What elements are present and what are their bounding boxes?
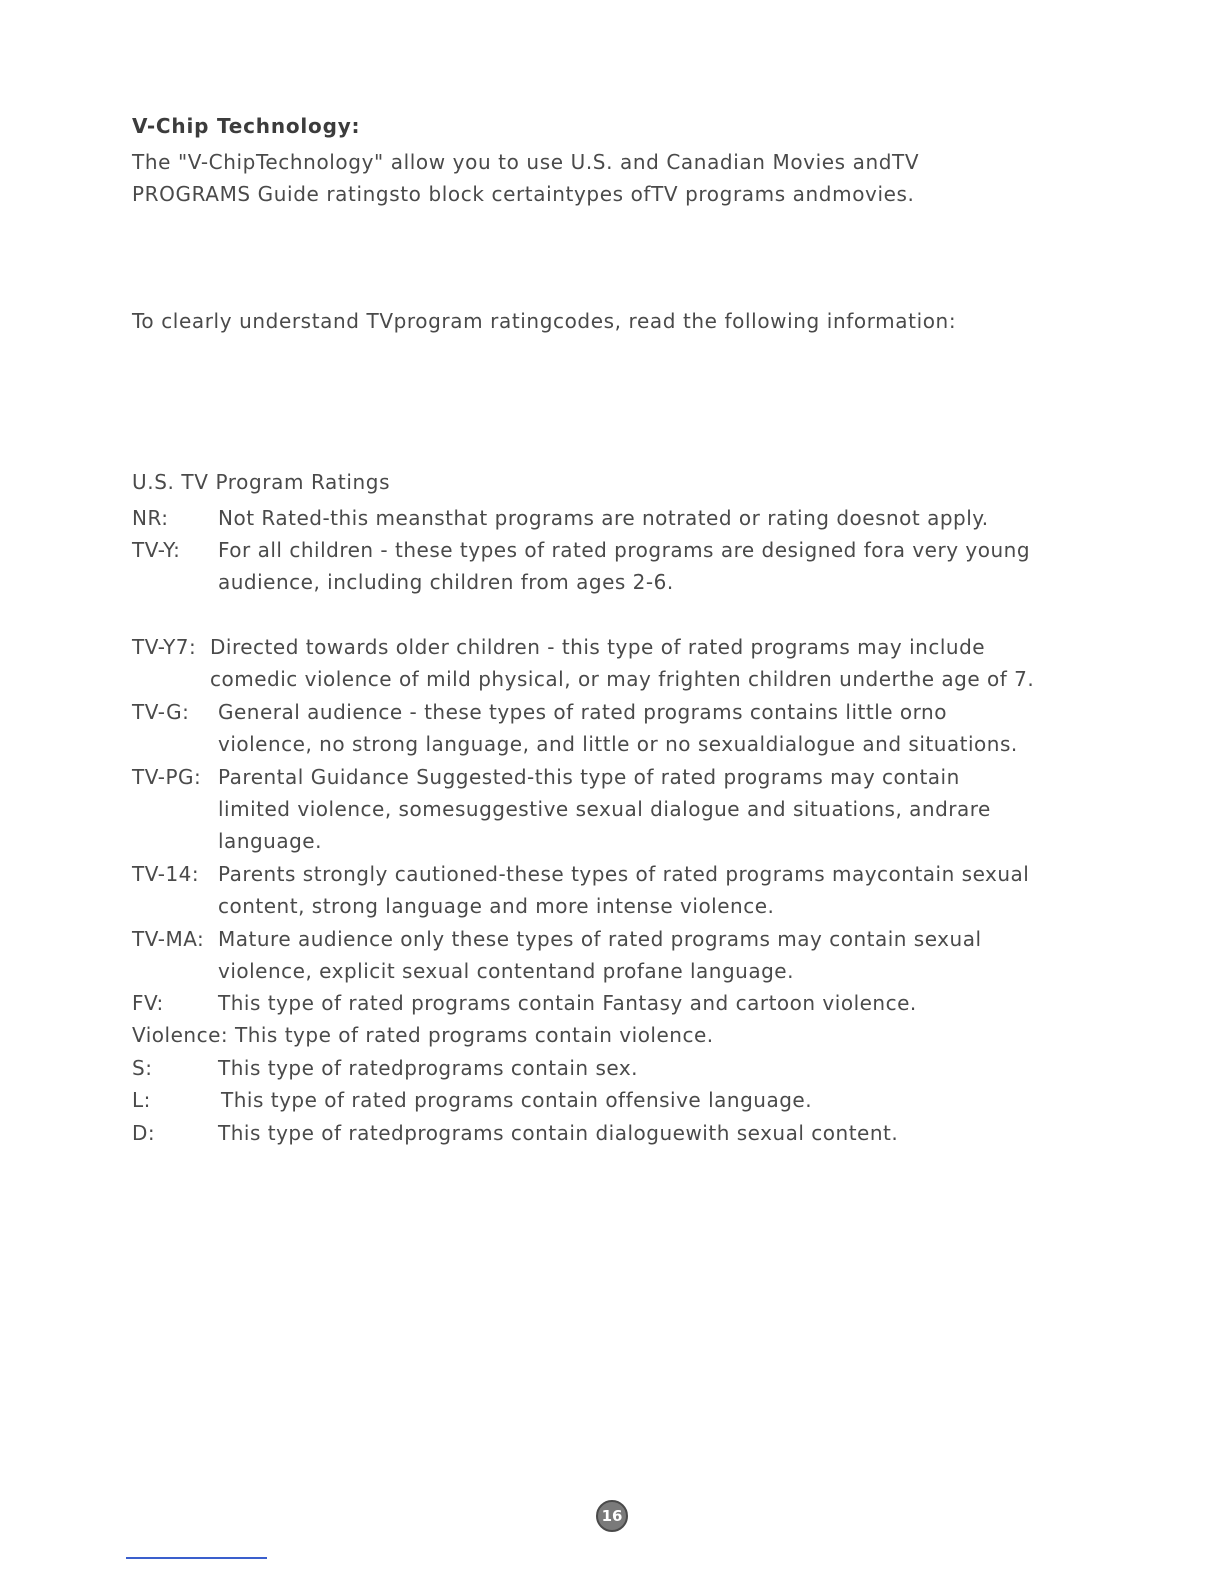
rating-description-line: Not Rated-this meansthat programs are notrated or rating doesnot apply. xyxy=(218,506,989,530)
rating-description xyxy=(132,923,1122,987)
rating-description xyxy=(132,1117,1122,1149)
rating-code: D: xyxy=(132,1121,156,1145)
rating-description-line: For all children - these types of rated programs are designed fora very young xyxy=(218,538,1031,562)
rating-tv-14 xyxy=(132,858,1122,922)
rating-code: L: xyxy=(132,1088,151,1112)
rating-description-line: Mature audience only these types of rated programs may contain sexual xyxy=(218,927,982,951)
rating-description-line: audience, including children from ages 2-6. xyxy=(218,570,674,594)
rating-violence xyxy=(132,1019,1122,1051)
rating-description-line: This type of ratedprograms contain sex. xyxy=(218,1056,639,1080)
rating-description-line: This type of ratedprograms contain dialoguewith sexual content. xyxy=(218,1121,899,1145)
rating-code: S: xyxy=(132,1056,153,1080)
rating-code: Violence: xyxy=(132,1023,229,1047)
rating-nr xyxy=(132,502,1122,534)
rating-d xyxy=(132,1117,1122,1149)
intro-line: The "V-ChipTechnology" allow you to use U.S. and Canadian Movies andTV xyxy=(132,150,920,174)
rating-tv-pg xyxy=(132,761,1122,857)
page-number-badge: 16 xyxy=(596,1500,628,1532)
rating-description-line: General audience - these types of rated programs contains little orno xyxy=(218,700,947,724)
rating-description-line: Directed towards older children - this type of rated programs may include xyxy=(210,635,986,659)
rating-description-line: This type of rated programs contain offensive language. xyxy=(221,1088,813,1112)
rating-tv-y7 xyxy=(132,631,1122,695)
rating-description xyxy=(132,987,1122,1019)
rating-code: TV-G: xyxy=(132,700,190,724)
rating-code: TV-14: xyxy=(132,862,200,886)
rating-description xyxy=(132,858,1122,922)
rating-description xyxy=(132,761,1122,857)
rating-code: TV-PG: xyxy=(132,765,202,789)
rating-description-line: content, strong language and more intense violence. xyxy=(218,894,775,918)
rating-code: TV-Y7: xyxy=(132,635,197,659)
rating-description xyxy=(132,1084,1122,1116)
rating-code: TV-Y: xyxy=(132,538,181,562)
rating-description-line: Parental Guidance Suggested-this type of rated programs may contain xyxy=(218,765,960,789)
rating-description-line: limited violence, somesuggestive sexual dialogue and situations, andrare xyxy=(218,797,991,821)
rating-description xyxy=(132,696,1122,760)
instruction-text: To clearly understand TVprogram ratingcodes, read the following information: xyxy=(132,309,957,333)
rating-l xyxy=(132,1084,1122,1116)
rating-tv-ma xyxy=(132,923,1122,987)
ratings-title: U.S. TV Program Ratings xyxy=(132,470,391,494)
rating-description xyxy=(132,534,1122,598)
rating-code: TV-MA: xyxy=(132,927,205,951)
footer-rule xyxy=(126,1557,267,1559)
rating-description-line: This type of rated programs contain Fantasy and cartoon violence. xyxy=(218,991,917,1015)
rating-description: This type of rated programs contain violence. xyxy=(234,1023,714,1047)
rating-fv xyxy=(132,987,1122,1019)
intro-paragraph xyxy=(132,146,1092,210)
rating-description-line: violence, explicit sexual contentand profane language. xyxy=(218,959,794,983)
rating-description-line: Parents strongly cautioned-these types of rated programs maycontain sexual xyxy=(218,862,1030,886)
rating-code: FV: xyxy=(132,991,164,1015)
rating-description-line: comedic violence of mild physical, or may frighten children underthe age of 7. xyxy=(210,667,1035,691)
rating-tv-g xyxy=(132,696,1122,760)
rating-description xyxy=(132,631,1122,695)
rating-description xyxy=(132,1052,1122,1084)
intro-line: PROGRAMS Guide ratingsto block certaintypes ofTV programs andmovies. xyxy=(132,182,915,206)
rating-tv-y xyxy=(132,534,1122,598)
section-heading: V-Chip Technology: xyxy=(132,114,361,138)
rating-description xyxy=(132,502,1122,534)
rating-description-line: violence, no strong language, and little or no sexualdialogue and situations. xyxy=(218,732,1018,756)
rating-code: NR: xyxy=(132,506,169,530)
rating-s xyxy=(132,1052,1122,1084)
rating-description-line: language. xyxy=(218,829,322,853)
